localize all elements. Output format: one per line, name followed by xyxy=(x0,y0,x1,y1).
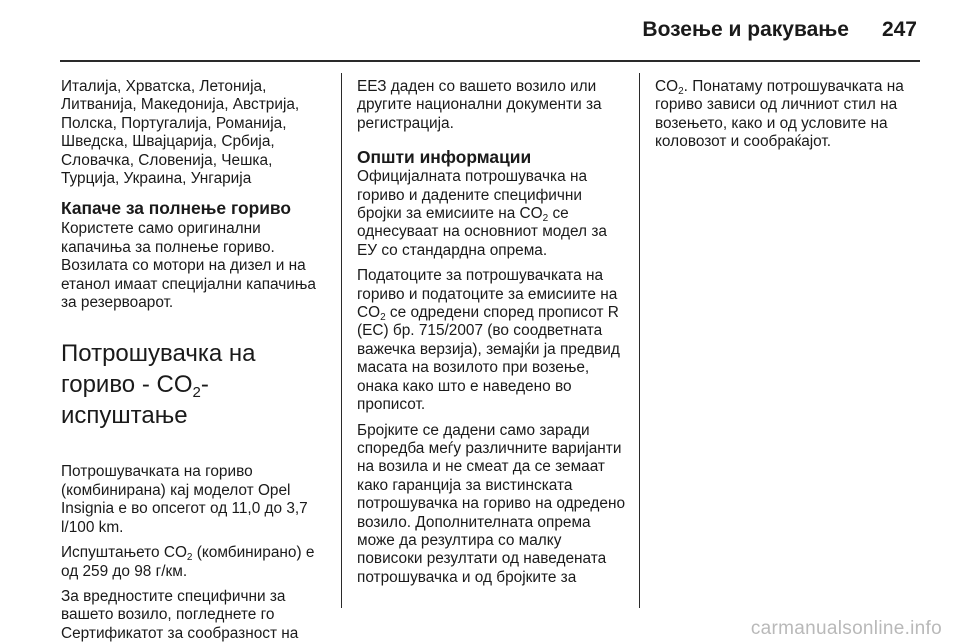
column-divider xyxy=(341,73,342,608)
column-divider xyxy=(639,73,640,608)
fuel-caps-paragraph: Користете само оригинални капачиња за полнење гориво. Возилата со мотори на дизел и на етанол имаат специјални капачиња за резервоарот. xyxy=(61,220,316,312)
section-heading-general: Општи информации xyxy=(357,147,532,168)
continuation-paragraph-right: $CO_2$. Понатаму потрошувачката на гориво зависи од личниот стил на возењето, како и од условите на коловозот и сообраќајот. xyxy=(655,78,904,151)
column-right xyxy=(655,78,927,152)
header-title: Возење и ракување xyxy=(642,18,849,41)
chapter-heading-line1: Потрошувачка на xyxy=(61,340,256,368)
chapter-heading-line2: гориво - $CO_2$-испуштање xyxy=(61,371,209,430)
watermark: carmanualsonline.info xyxy=(750,618,942,639)
continuation-paragraph: ЕЕЗ даден со вашето возило или другите национални документи за регистрација. xyxy=(357,78,602,132)
official-consumption-paragraph: Официјалната потрошувачка на гориво и дадените специфични бројки за емисиите на $CO_2$ се однесуваат на основниот модел за ЕУ со стандардна опрема. xyxy=(357,168,607,259)
values-paragraph: За вредностите специфични за вашето возило, погледнете го Сертификатот за сообразност на xyxy=(61,587,299,642)
consumption-paragraph: Потрошувачката на гориво (комбинирана) кај моделот Opel Insignia е во опсегот од 11,0 до 3,7 l/100 km. xyxy=(61,463,308,536)
header-rule xyxy=(60,60,920,62)
section-heading-fuel-caps: Капаче за полнење гориво xyxy=(61,198,291,219)
data-paragraph: Податоците за потрошувачката на гориво и податоците за емисиите на $CO_2$ се одредени според прописот R (ЕС) бр. 715/2007 (во соодветната важечка верзија), земајќи ја предвид масата на возилото при возење, онака како што е наведено во прописот. xyxy=(357,267,620,414)
chapter-heading xyxy=(61,338,331,431)
numbers-paragraph: Бројките се дадени само заради споредба меѓу различните варијанти на возила и не смеат да се земаат како гаранција за вистинската потрошувачка на гориво на одредено возило. Дополнителната опрема може да резултира со малку повисоки резултати од наведената потрошувачка и од бројките за xyxy=(357,421,625,586)
column-middle xyxy=(357,78,627,587)
page-header xyxy=(0,0,960,62)
page-number: 247 xyxy=(881,18,917,41)
emission-paragraph: Испуштањето $CO_2$ (комбинирано) е од 259 до 98 г/км. xyxy=(61,544,315,580)
column-left xyxy=(61,78,331,643)
countries-paragraph: Италија, Хрватска, Летонија, Литванија, Македонија, Австрија, Полска, Португалија, Романија, Шведска, Швајцарија, Србија, Словачка, Словенија, Чешка, Турција, Украина, Унгарија xyxy=(61,78,300,188)
